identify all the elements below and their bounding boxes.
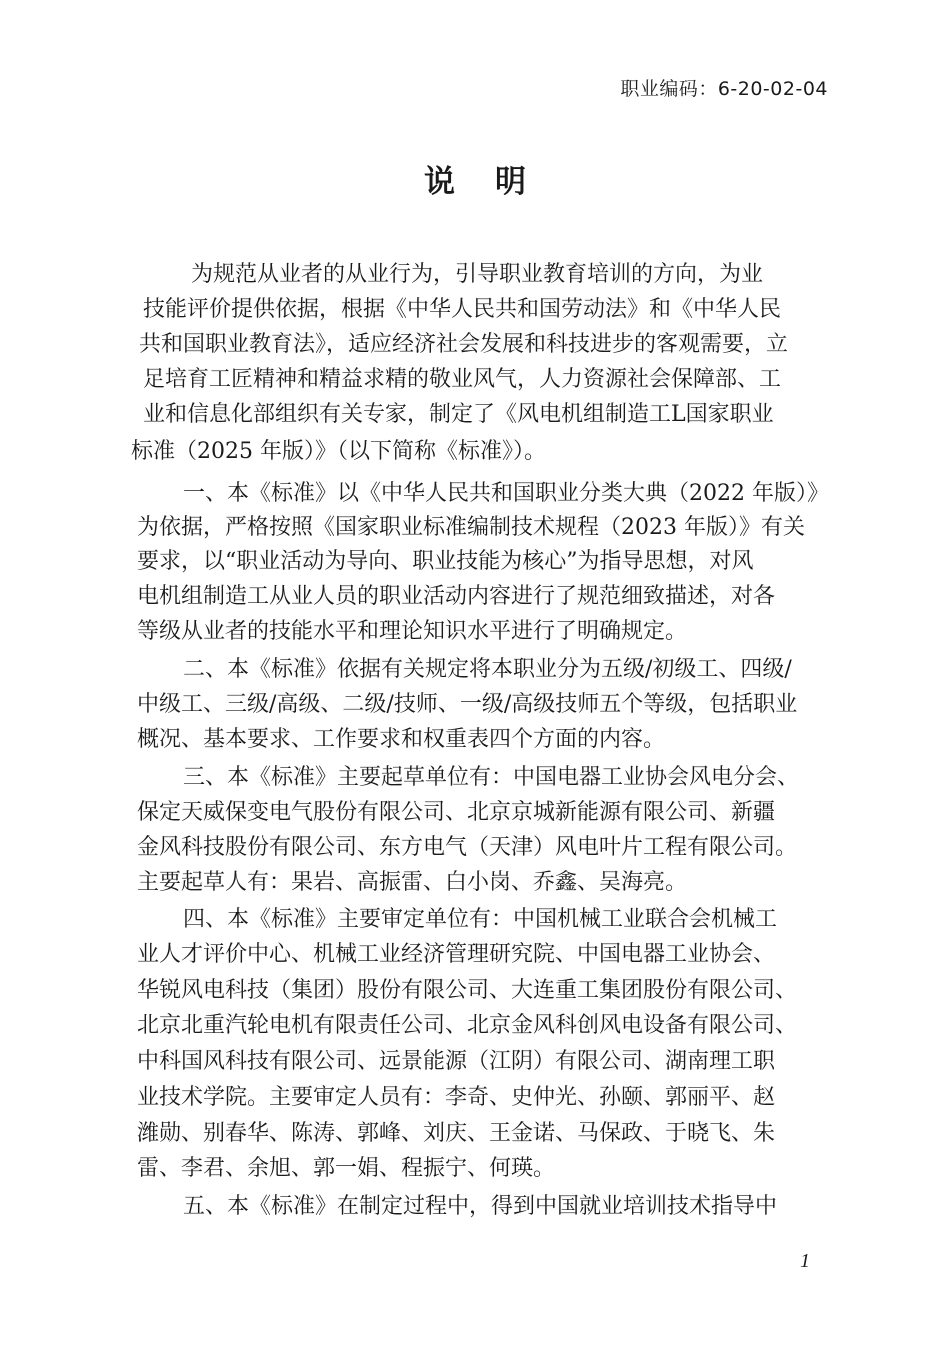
text-line: 华锐风电科技（集团）股份有限公司、大连重工集团股份有限公司、	[137, 978, 798, 1003]
text-line: 共和国职业教育法》，适应经济社会发展和科技进步的客观需要，立	[139, 332, 789, 357]
text-line: 中级工、三级/高级、二级/技师、一级/高级技师五个等级，包括职业	[137, 692, 798, 717]
text-line: 为依据，严格按照《国家职业标准编制技术规程（2023 年版）》有关	[137, 515, 805, 540]
occupation-code: 职业编码：6-20-02-04	[620, 78, 828, 100]
text-line: 潍勋、别春华、陈涛、郭峰、刘庆、王金诺、马保政、于晓飞、朱	[137, 1121, 776, 1146]
page-title: 说明	[424, 164, 566, 200]
text-line: 业人才评价中心、机械工业经济管理研究院、中国电器工业协会、	[137, 942, 776, 967]
page-number: 1	[800, 1250, 810, 1272]
text-line: 业和信息化部组织有关专家，制定了《风电机组制造工L国家职业	[143, 402, 774, 427]
text-line: 主要起草人有：果岩、高振雷、白小岗、乔鑫、吴海亮。	[137, 870, 688, 895]
text-line: 技能评价提供依据，根据《中华人民共和国劳动法》和《中华人民	[143, 297, 782, 322]
text-line: 等级从业者的技能水平和理论知识水平进行了明确规定。	[137, 619, 688, 644]
text-line: 五、本《标准》在制定过程中，得到中国就业培训技术指导中	[183, 1194, 778, 1219]
text-line: 四、本《标准》主要审定单位有：中国机械工业联合会机械工	[183, 907, 778, 932]
text-line: 标准（2025 年版）》（以下简称《标准》）。	[131, 439, 546, 464]
text-line: 一、本《标准》以《中华人民共和国职业分类大典（2022 年版）》	[183, 481, 829, 506]
text-line: 业技术学院。主要审定人员有：李奇、史仲光、孙颐、郭丽平、赵	[137, 1085, 776, 1110]
text-line: 三、本《标准》主要起草单位有：中国电器工业协会风电分会、	[183, 765, 800, 790]
text-line: 北京北重汽轮电机有限责任公司、北京金风科创风电设备有限公司、	[137, 1013, 798, 1038]
text-line: 足培育工匠精神和精益求精的敬业风气，人力资源社会保障部、工	[143, 367, 782, 392]
text-line: 中科国风科技有限公司、远景能源（江阴）有限公司、湖南理工职	[137, 1049, 776, 1074]
text-line: 概况、基本要求、工作要求和权重表四个方面的内容。	[137, 727, 666, 752]
text-line: 金风科技股份有限公司、东方电气（天津）风电叶片工程有限公司。	[137, 835, 798, 860]
text-line: 电机组制造工从业人员的职业活动内容进行了规范细致描述，对各	[137, 584, 776, 609]
text-line: 二、本《标准》依据有关规定将本职业分为五级/初级工、四级/	[183, 657, 792, 682]
text-line: 为规范从业者的从业行为，引导职业教育培训的方向，为业	[191, 262, 764, 287]
text-line: 保定天威保变电气股份有限公司、北京京城新能源有限公司、新疆	[137, 800, 776, 825]
text-line: 要求，以“职业活动为导向、职业技能为核心”为指导思想，对风	[137, 549, 754, 574]
text-line: 雷、李君、余旭、郭一娟、程振宁、何瑛。	[137, 1156, 556, 1181]
